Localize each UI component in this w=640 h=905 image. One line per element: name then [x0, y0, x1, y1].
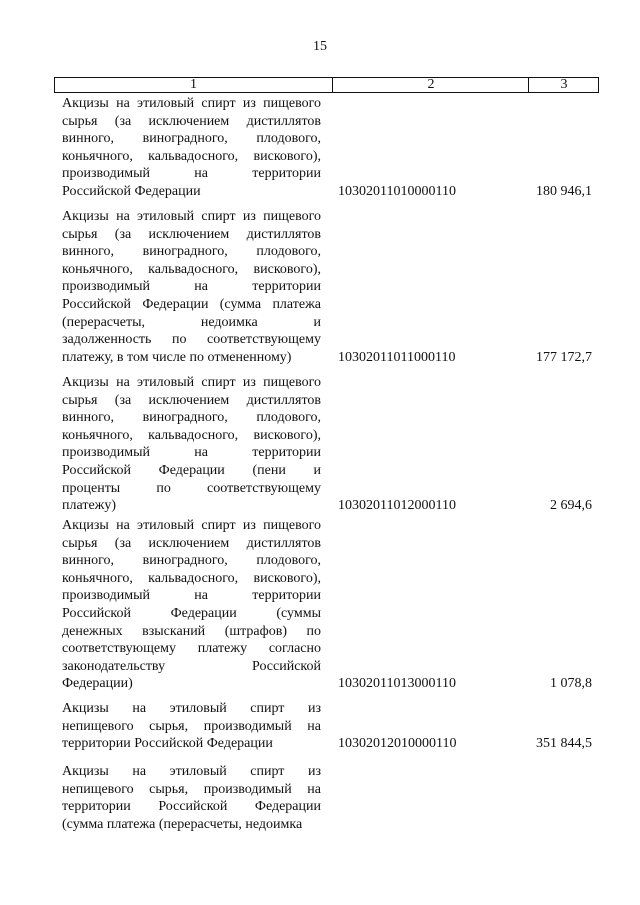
description-line: (перерасчеты, недоимка и	[62, 314, 321, 330]
page-number: 15	[313, 39, 327, 54]
description-line: платежу)	[62, 498, 116, 514]
description-line: задолженность по соответствующему	[62, 332, 321, 348]
description-line: Акцизы на этиловый спирт из пищевого	[62, 209, 321, 224]
description-line: (сумма платежа (перерасчеты, недоимка	[62, 816, 303, 832]
description-line: территории Российской Федерации	[62, 799, 321, 815]
description-line: винного, виноградного, плодового,	[62, 131, 321, 147]
description-line: производимый на территории	[62, 166, 321, 182]
table-header-row	[54, 77, 599, 93]
description-line: винного, виноградного, плодового,	[62, 553, 321, 569]
description-line: Акцизы на этиловый спирт из пищевого	[62, 518, 321, 533]
description-line: Акцизы на этиловый спирт из пищевого	[62, 375, 321, 390]
description-line: коньячного, кальвадосного, вискового),	[62, 427, 321, 443]
description-line: Акцизы на этиловый спирт из пищевого	[62, 96, 321, 111]
description-line: коньячного, кальвадосного, вискового),	[62, 148, 321, 164]
description-line: платежу, в том числе по отмененному)	[62, 349, 292, 365]
description-line: винного, виноградного, плодового,	[62, 410, 321, 426]
description-line: винного, виноградного, плодового,	[62, 244, 321, 260]
description-line: законодательству Российской	[62, 658, 321, 674]
description-line: денежных взысканий (штрафов) по	[62, 623, 321, 639]
description-line: сырья (за исключением дистиллятов	[62, 226, 321, 242]
description-line: Федерации)	[62, 676, 133, 692]
header-col-3: 3	[528, 78, 599, 92]
amount-value: 1 078,8	[550, 676, 592, 692]
kbk-code: 10302011010000110	[338, 184, 456, 199]
amount-value: 180 946,1	[536, 184, 592, 199]
description-line: Российской Федерации (суммы	[62, 606, 321, 621]
description-line: производимый на территории	[62, 279, 321, 295]
description-line: коньячного, кальвадосного, вискового),	[62, 570, 321, 586]
description-line: сырья (за исключением дистиллятов	[62, 392, 321, 408]
description-line: соответствующему платежу согласно	[62, 641, 321, 657]
amount-value: 2 694,6	[550, 498, 592, 514]
description-line: производимый на территории	[62, 588, 321, 604]
description-line: Российской Федерации (пени и	[62, 463, 321, 478]
description-line: непищевого сырья, производимый на	[62, 781, 321, 797]
description-line: непищевого сырья, производимый на	[62, 718, 321, 734]
amount-value: 351 844,5	[536, 736, 592, 752]
description-line: Российской Федерации (сумма платежа	[62, 297, 321, 312]
header-col-1: 1	[190, 77, 197, 92]
description-line: Акцизы на этиловый спирт из	[62, 764, 321, 779]
description-line: производимый на территории	[62, 445, 321, 461]
kbk-code: 10302011012000110	[338, 498, 456, 514]
description-line: Акцизы на этиловый спирт из	[62, 701, 321, 716]
description-line: сырья (за исключением дистиллятов	[62, 535, 321, 551]
header-col-2: 2	[332, 78, 529, 92]
kbk-code: 10302011013000110	[338, 676, 456, 692]
description-line: сырья (за исключением дистиллятов	[62, 113, 321, 129]
kbk-code: 10302012010000110	[338, 736, 457, 752]
kbk-code: 10302011011000110	[338, 349, 456, 365]
description-line: Российской Федерации	[62, 184, 201, 199]
description-line: проценты по соответствующему	[62, 480, 321, 496]
description-line: территории Российской Федерации	[62, 736, 273, 752]
description-line: коньячного, кальвадосного, вискового),	[62, 261, 321, 277]
amount-value: 177 172,7	[536, 349, 592, 365]
